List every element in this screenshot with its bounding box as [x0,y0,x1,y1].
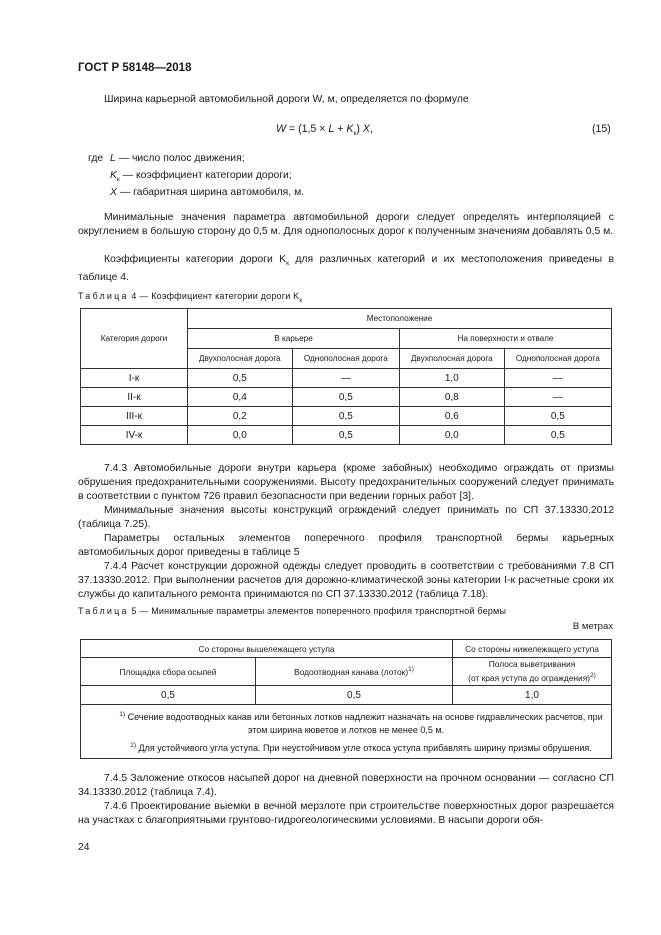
table5-caption: Таблица 5 — Минимальные параметры элементов поперечного профиля транспортной бермы [78,606,507,616]
paragraph: Параметры остальных элементов поперечного профиля транспортной бермы карьерных автомобильных дорог приведены в таблице 5 [78,533,614,559]
table5-lower-header: Со стороны нижележащего уступа [453,640,612,658]
table4-subheader: Однополосная дорога [292,349,399,369]
table-5 [80,639,612,759]
where-label: где [88,153,104,164]
where-item: L — число полос движения; [110,153,245,164]
formula: $W = (1,5 \times L + K_к)$ X, [276,123,373,138]
table-row: II-к 0,4 0,5 0,8 — [81,388,612,407]
table4-group-surface: На поверхности и отвале [399,329,611,349]
document-header: ГОСТ Р 58148—2018 [78,62,192,74]
where-item: X — габаритная ширина автомобиля, м. [110,187,305,198]
table4-location-header: Местоположение [188,309,612,329]
table5-col-scree: Площадка сбора осыпей [81,658,256,686]
paragraph: 7.4.6 Проектирование выемки в вечной мерзлоте при строительстве поверхностных дорог разрешается на участках с благоприятными грунтово-гидрогеологическими условиями. В насыпи дороги обя- [78,801,614,827]
table4-subheader: Двухполосная дорога [188,349,293,369]
paragraph: 7.4.5 Заложение откосов насыпей дорог на дневной поверхности на прочном основании — согласно СП 34.13330.2012 (таблица 7.4). [78,773,614,799]
formula-number: (15) [592,123,611,135]
table4-group-pit: В карьере [188,329,400,349]
table5-units: В метрах [572,621,613,632]
table4-caption: Таблица 4 — Коэффициент категории дороги $K_к$ [78,291,303,304]
table5-footnotes [81,705,612,759]
paragraph: 7.4.4 Расчет конструкции дорожной одежды следует проводить в соответствии с требованиями 7.8 СП 37.13330.2012. При выполнении расчетов для дорожно-климатической зоны категории I-к расчетные сроки их службы до капитального ремонта принимаются по СП 37.13330.2012 (таблица 7.18). [78,561,614,601]
formula-intro: Ширина карьерной автомобильной дороги W, м, определяется по формуле [104,94,469,105]
table5-col-weathering: Полоса выветривания (от края уступа до ограждения)$^{2)}$ [453,658,612,686]
table-row: III-к 0,2 0,5 0,6 0,5 [81,407,612,426]
table4-subheader: Двухполосная дорога [399,349,504,369]
where-item: $K_к$ — коэффициент категории дороги; [110,170,292,184]
table-4 [80,308,612,445]
table4-category-header: Категория дороги [81,309,188,369]
paragraph: 7.4.3 Автомобильные дороги внутри карьера (кроме забойных) необходимо ограждать от призмы обрушения предохранительными сооружениями. Высоту предохранительных сооружений следует принимать в соответствии с пунктом 726 правил безопасности при ведении горных работ [3]. [78,463,614,503]
page-number: 24 [78,842,90,853]
table-row: IV-к 0,0 0,5 0,0 0,5 [81,426,612,445]
table5-col-ditch: Водоотводная канава (лоток)$^{1)}$ [256,658,453,686]
paragraph: Коэффициенты категории дороги $K_к$ для различных категорий и их местоположения приведены в таблице 4. [78,254,614,284]
table-row: 0,5 0,5 1,0 [81,686,612,705]
table4-subheader: Однополосная дорога [504,349,611,369]
footnote: $^{1)}$ Сечение водоотводных канав или бетонных лотков надлежит назначать на основе гидравлических расчетов, при этом ширина кюветов и лотков не менее 0,5 м. [119,711,603,735]
table5-upper-header: Со стороны вышележащего уступа [81,640,453,658]
table-row: I-к 0,5 — 1,0 — [81,369,612,388]
paragraph: Минимальные значения параметра автомобильной дороги следует определять интерполяцией с округлением в большую сторону до 0,5 м. Для однополосных дорог к полученным значениям добавлять 0,5 м. [78,212,614,238]
footnote: $^{2)}$ Для устойчивого угла уступа. При неустойчивом угле откоса уступа прибавлять ширину призмы обрушения. [130,742,592,753]
paragraph: Минимальные значения высоты конструкций ограждений следует принимать по СП 37.13330.2012 (таблица 7.25). [78,505,614,531]
